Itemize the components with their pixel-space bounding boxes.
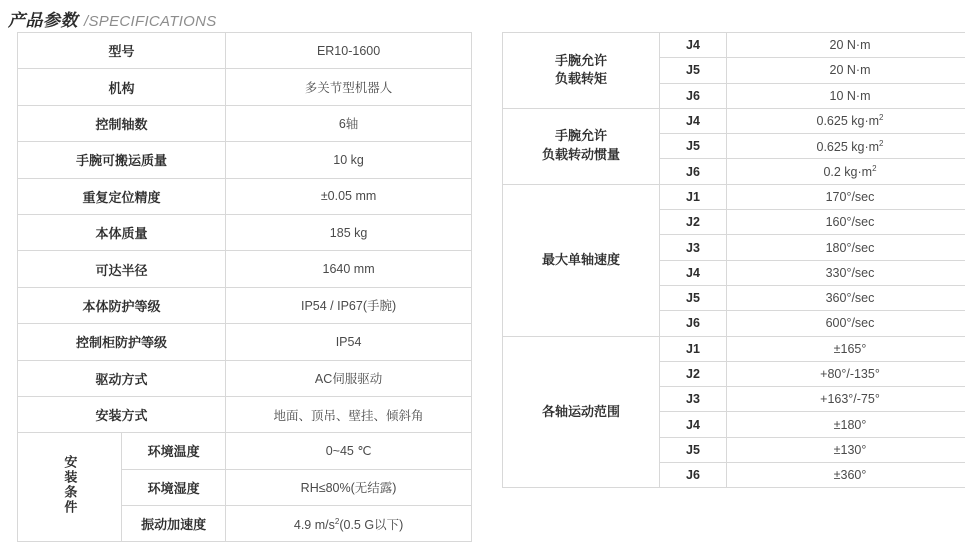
axis-label: J1 <box>660 184 727 209</box>
table-row <box>18 360 472 396</box>
table-row <box>503 184 965 209</box>
spec-label: 重复定位精度 <box>18 178 226 214</box>
axis-label: J5 <box>660 437 727 462</box>
table-row <box>18 433 472 469</box>
spec-value: 6轴 <box>226 105 472 141</box>
axis-label: J3 <box>660 387 727 412</box>
axis-value: 20 N·m <box>727 58 965 83</box>
spec-label: 振动加速度 <box>122 506 226 542</box>
axis-label: J4 <box>660 108 727 133</box>
axis-value: 360°/sec <box>727 285 965 310</box>
table-row <box>18 105 472 141</box>
axis-label: J4 <box>660 260 727 285</box>
spec-value: 地面、顶吊、壁挂、倾斜角 <box>226 396 472 432</box>
page-title <box>8 6 217 31</box>
axis-label: J6 <box>660 463 727 488</box>
axis-value: ±180° <box>727 412 965 437</box>
spec-label: 驱动方式 <box>18 360 226 396</box>
spec-label: 手腕可搬运质量 <box>18 142 226 178</box>
spec-value: ER10-1600 <box>226 33 472 69</box>
axis-label: J6 <box>660 83 727 108</box>
right-spec-table <box>502 32 965 488</box>
table-row <box>18 396 472 432</box>
spec-value: 0~45 ℃ <box>226 433 472 469</box>
spec-value: 185 kg <box>226 214 472 250</box>
install-condition-group-label: 安装条件 <box>18 433 122 542</box>
table-row <box>503 336 965 361</box>
spec-label: 环境湿度 <box>122 469 226 505</box>
axis-value: ±130° <box>727 437 965 462</box>
spec-label: 控制轴数 <box>18 105 226 141</box>
axis-value: +80°/-135° <box>727 361 965 386</box>
page-title-en: /SPECIFICATIONS <box>84 13 217 30</box>
axis-value: 160°/sec <box>727 210 965 235</box>
axis-value: 10 N·m <box>727 83 965 108</box>
axis-label: J2 <box>660 361 727 386</box>
axis-value: +163°/-75° <box>727 387 965 412</box>
table-row <box>503 33 965 58</box>
spec-value: 多关节型机器人 <box>226 69 472 105</box>
spec-label: 型号 <box>18 33 226 69</box>
spec-label: 环境温度 <box>122 433 226 469</box>
axis-value: 600°/sec <box>727 311 965 336</box>
table-row <box>503 108 965 133</box>
spec-value: 1640 mm <box>226 251 472 287</box>
spec-label: 本体质量 <box>18 214 226 250</box>
spec-value: AC伺服驱动 <box>226 360 472 396</box>
axis-value: 0.625 $kg\cdot m^2$ <box>727 134 965 159</box>
table-row <box>18 251 472 287</box>
table-row <box>18 214 472 250</box>
spec-value: ±0.05 mm <box>226 178 472 214</box>
spec-label: 可达半径 <box>18 251 226 287</box>
table-row <box>18 287 472 323</box>
axis-label: J1 <box>660 336 727 361</box>
axis-label: J6 <box>660 159 727 184</box>
spec-value: RH≤80%(无结露) <box>226 469 472 505</box>
axis-label: J4 <box>660 33 727 58</box>
axis-label: J6 <box>660 311 727 336</box>
spec-value: IP54 / IP67(手腕) <box>226 287 472 323</box>
axis-value: ±165° <box>727 336 965 361</box>
axis-value: 0.2 $kg\cdot m^2$ <box>727 159 965 184</box>
axis-label: J4 <box>660 412 727 437</box>
axis-label: J5 <box>660 285 727 310</box>
spec-value: 10 kg <box>226 142 472 178</box>
group-label-wrist-torque: 手腕允许 负载转矩 <box>503 33 660 109</box>
axis-label: J2 <box>660 210 727 235</box>
axis-value: 330°/sec <box>727 260 965 285</box>
axis-label: J5 <box>660 58 727 83</box>
group-label-max-speed: 最大单轴速度 <box>503 184 660 336</box>
spec-label: 安装方式 <box>18 396 226 432</box>
table-row <box>18 33 472 69</box>
axis-value: 180°/sec <box>727 235 965 260</box>
table-row <box>18 324 472 360</box>
left-spec-table <box>17 32 472 542</box>
group-label-motion-range: 各轴运动范围 <box>503 336 660 488</box>
table-row <box>18 69 472 105</box>
group-label-wrist-inertia: 手腕允许 负载转动惯量 <box>503 108 660 184</box>
spec-label: 机构 <box>18 69 226 105</box>
axis-label: J3 <box>660 235 727 260</box>
axis-label: J5 <box>660 134 727 159</box>
spec-label: 本体防护等级 <box>18 287 226 323</box>
spec-value: IP54 <box>226 324 472 360</box>
axis-value: 20 N·m <box>727 33 965 58</box>
table-row <box>18 178 472 214</box>
axis-value: 170°/sec <box>727 184 965 209</box>
page-title-cn: 产品参数 <box>8 6 78 31</box>
spec-value: 4.9 $m/s^2(0.5$ G以下) <box>226 506 472 542</box>
table-row <box>18 142 472 178</box>
spec-label: 控制柜防护等级 <box>18 324 226 360</box>
axis-value: 0.625 $kg\cdot m^2$ <box>727 108 965 133</box>
axis-value: ±360° <box>727 463 965 488</box>
